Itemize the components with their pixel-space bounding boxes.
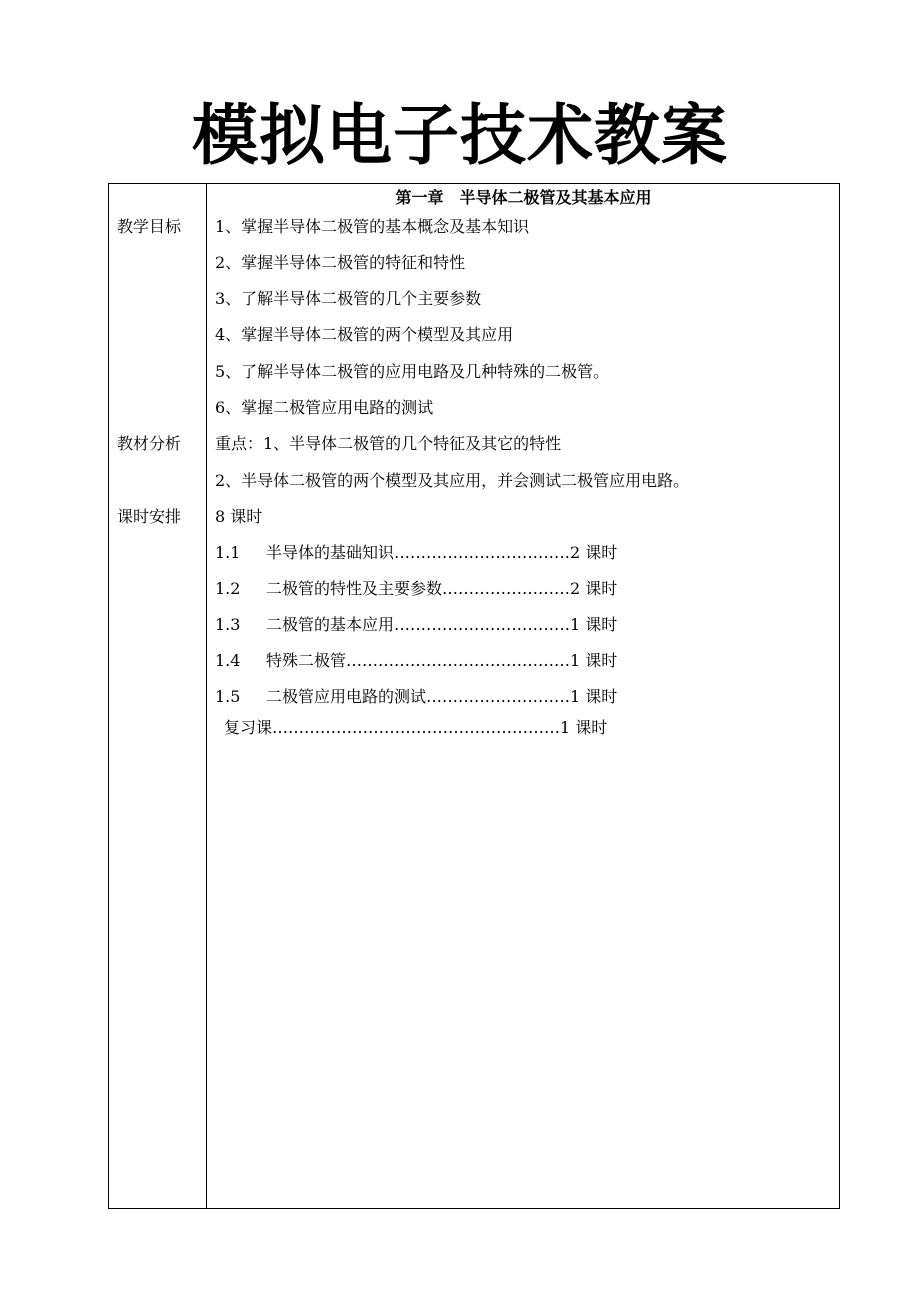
- document-title: 模拟电子技术教案: [192, 97, 728, 174]
- schedule-item-number: 1.5: [215, 687, 241, 706]
- schedule-item-number: 1.3: [215, 615, 241, 634]
- chapter-title: 第一章 半导体二极管及其基本应用: [395, 188, 652, 207]
- schedule-item-number: 1.2: [215, 579, 241, 598]
- goal-item: 4、掌握半导体二极管的两个模型及其应用: [215, 325, 514, 344]
- goal-item: 2、掌握半导体二极管的特征和特性: [215, 253, 466, 272]
- goal-item: 5、了解半导体二极管的应用电路及几种特殊的二极管。: [215, 362, 610, 381]
- analysis-label: 教材分析: [117, 434, 182, 453]
- column-divider: [206, 183, 207, 1209]
- analysis-item: 2、半导体二极管的两个模型及其应用，并会测试二极管应用电路。: [215, 471, 690, 490]
- schedule-label: 课时安排: [117, 507, 182, 526]
- schedule-review: 复习课………………………………………………1 课时: [224, 718, 608, 737]
- schedule-item-text: 二极管的基本应用……………………………1 课时: [266, 615, 618, 634]
- goal-item: 3、了解半导体二极管的几个主要参数: [215, 289, 482, 308]
- schedule-item-text: 半导体的基础知识……………………………2 课时: [266, 543, 618, 562]
- goals-label: 教学目标: [117, 217, 182, 236]
- goal-item: 1、掌握半导体二极管的基本概念及基本知识: [215, 217, 530, 236]
- schedule-item-number: 1.1: [215, 543, 241, 562]
- schedule-item-text: 二极管的特性及主要参数……………………2 课时: [266, 579, 618, 598]
- schedule-item-text: 特殊二极管……………………………………1 课时: [266, 651, 618, 670]
- schedule-item-text: 二极管应用电路的测试………………………1 课时: [266, 687, 618, 706]
- schedule-total: 8 课时: [215, 507, 263, 526]
- goal-item: 6、掌握二极管应用电路的测试: [215, 398, 434, 417]
- schedule-item-number: 1.4: [215, 651, 241, 670]
- analysis-item: 重点：1、半导体二极管的几个特征及其它的特性: [215, 434, 562, 453]
